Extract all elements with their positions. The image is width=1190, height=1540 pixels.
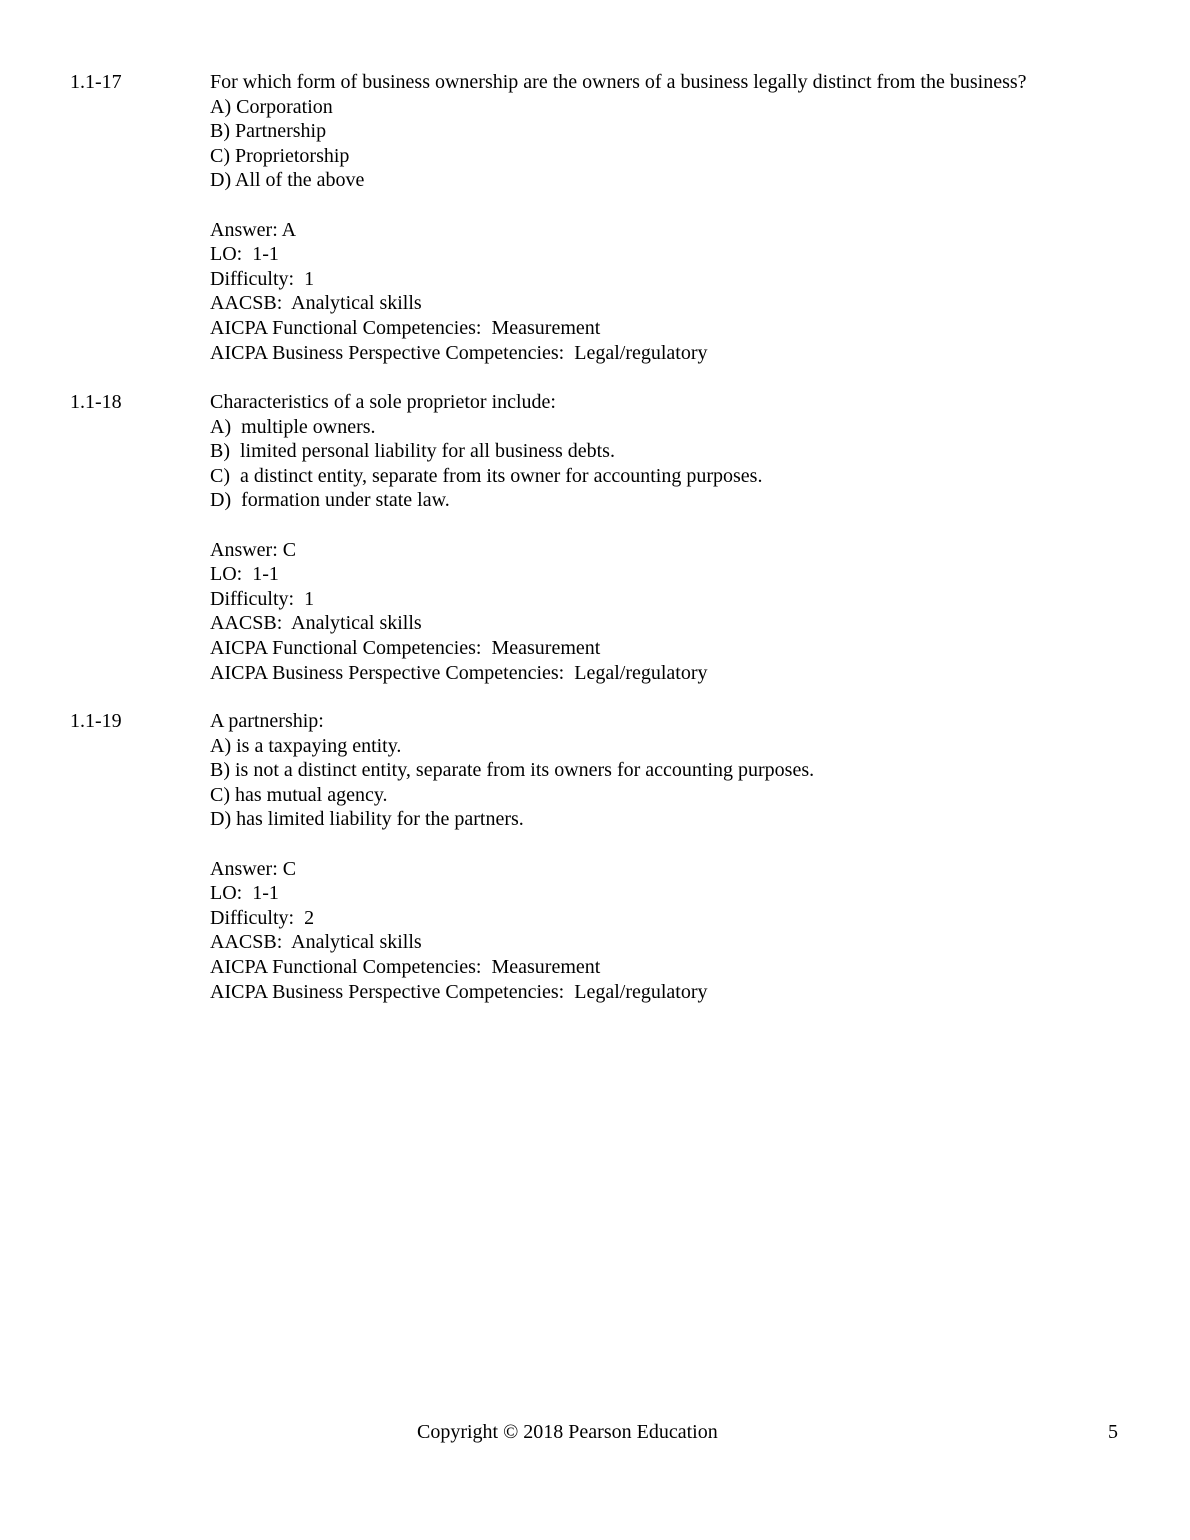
option-c: C) has mutual agency. [210, 783, 388, 806]
aicpa-business: AICPA Business Perspective Competencies: Legal/regulatory [210, 341, 708, 364]
question-number: 1.1-18 [70, 391, 122, 413]
aacsb: AACSB: Analytical skills [210, 292, 422, 315]
question-body [210, 709, 1150, 1004]
option-a: A) Corporation [210, 95, 333, 118]
learning-objective: LO: 1-1 [210, 243, 279, 266]
aacsb: AACSB: Analytical skills [210, 931, 422, 954]
learning-objective: LO: 1-1 [210, 563, 279, 586]
aicpa-functional: AICPA Functional Competencies: Measurement [210, 316, 601, 339]
option-b: B) Partnership [210, 120, 327, 143]
option-b: B) limited personal liability for all business debts. [210, 440, 615, 463]
option-a: A) is a taxpaying entity. [210, 734, 402, 757]
option-d: D) has limited liability for the partners. [210, 808, 524, 831]
aicpa-business: AICPA Business Perspective Competencies: Legal/regulatory [210, 980, 708, 1003]
aicpa-functional: AICPA Functional Competencies: Measurement [210, 955, 601, 978]
difficulty: Difficulty: 2 [210, 906, 315, 929]
question-prompt: For which form of business ownership are the owners of a business legally distinct from the business? [210, 71, 1027, 93]
question-number: 1.1-17 [70, 71, 122, 93]
difficulty: Difficulty: 1 [210, 267, 315, 290]
question-prompt: Characteristics of a sole proprietor include: [210, 391, 556, 413]
option-b: B) is not a distinct entity, separate from its owners for accounting purposes. [210, 759, 815, 782]
question-number: 1.1-19 [70, 710, 122, 732]
answer: Answer: C [210, 857, 297, 880]
copyright-notice: Copyright © 2018 Pearson Education [417, 1421, 718, 1443]
aacsb: AACSB: Analytical skills [210, 612, 422, 635]
option-c: C) Proprietorship [210, 144, 350, 167]
question-body [210, 390, 1150, 685]
answer: Answer: A [210, 218, 297, 241]
learning-objective: LO: 1-1 [210, 882, 279, 905]
question-prompt: A partnership: [210, 710, 324, 732]
option-a: A) multiple owners. [210, 415, 376, 438]
option-d: D) formation under state law. [210, 489, 450, 512]
spacer [210, 832, 1150, 857]
aicpa-functional: AICPA Functional Competencies: Measurement [210, 636, 601, 659]
aicpa-business: AICPA Business Perspective Competencies: Legal/regulatory [210, 661, 708, 684]
difficulty: Difficulty: 1 [210, 587, 315, 610]
option-c: C) a distinct entity, separate from its owner for accounting purposes. [210, 464, 763, 487]
question-body [210, 70, 1150, 365]
page-number: 5 [1108, 1421, 1118, 1443]
answer: Answer: C [210, 538, 297, 561]
spacer [210, 513, 1150, 538]
option-d: D) All of the above [210, 169, 365, 192]
spacer [210, 193, 1150, 218]
